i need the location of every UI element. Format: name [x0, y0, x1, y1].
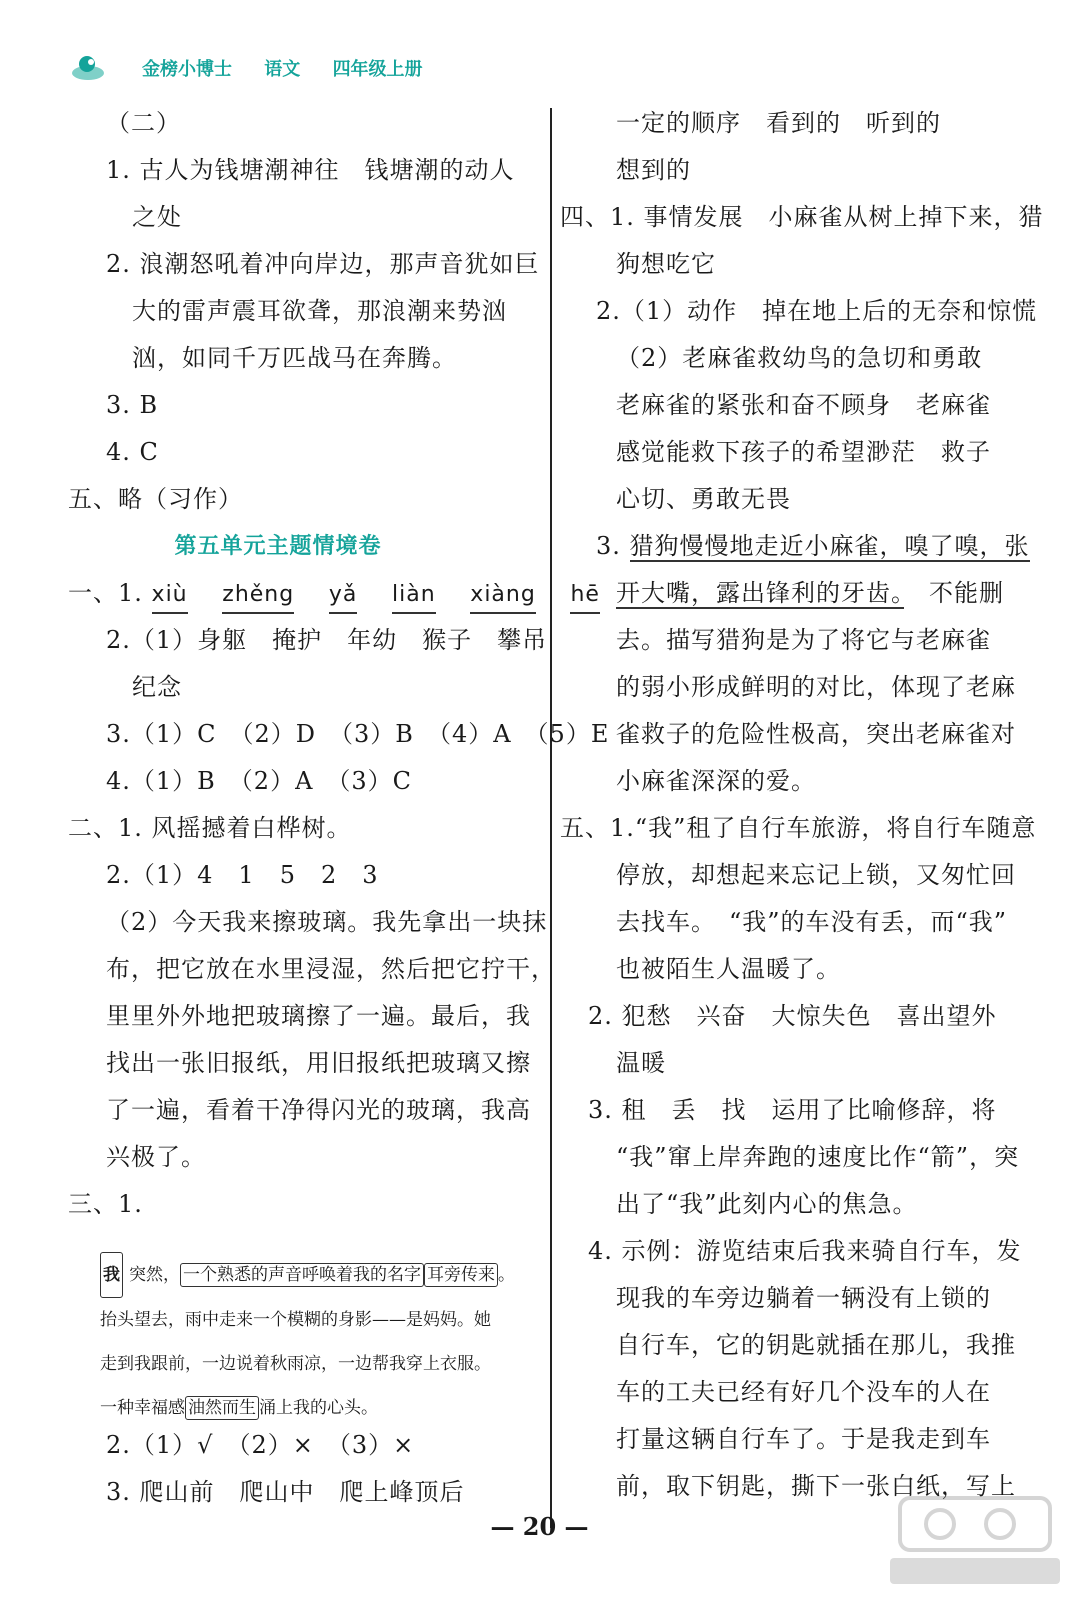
underlined-answer: 开大嘴，露出锋利的牙齿。: [616, 579, 904, 607]
answer-line: 停放，却想起来忘记上锁，又匆忙回: [616, 861, 1016, 889]
pinyin-answer: xiù: [152, 578, 188, 614]
grade-name: 四年级上册: [332, 59, 423, 80]
excerpt-line: 走到我跟前，一边说着秋雨凉，一边帮我穿上衣服。: [100, 1354, 491, 1374]
pinyin-answer: zhěng: [222, 578, 294, 614]
answer-line: 2.（1）4 1 5 2 3: [106, 861, 379, 889]
brand-name: 金榜小博士: [142, 59, 232, 80]
header-text: [142, 55, 449, 81]
answer-line: 3. 爬山前 爬山中 爬上峰顶后: [106, 1478, 465, 1506]
boxed-phrase: 油然而生: [185, 1396, 259, 1420]
answer-line: 小麻雀深深的爱。: [616, 767, 816, 795]
question-number: 3.: [596, 532, 630, 560]
answer-line: 2. 犯愁 兴奋 大惊失色 喜出望外: [588, 1002, 997, 1030]
answer-line: 打量这辆自行车了。于是我走到车: [616, 1425, 991, 1453]
answer-line: 里里外外地把玻璃擦了一遍。最后，我: [106, 1002, 531, 1030]
answer-line: 2.（1）身躯 掩护 年幼 猴子 攀吊: [106, 626, 548, 654]
pinyin-answer: yǎ: [329, 578, 358, 614]
answer-line: 之处: [132, 203, 182, 231]
boxed-phrase: 耳旁传来: [424, 1263, 498, 1287]
answer-line: 二、1. 风摇撼着白桦树。: [68, 814, 352, 842]
pinyin-answer: liàn: [392, 578, 436, 614]
left-column-bottom: [68, 1422, 538, 1516]
answer-line: 心切、勇敢无畏: [616, 485, 791, 513]
answer-line: 五、1.“我”租了自行车旅游，将自行车随意: [560, 814, 1037, 842]
answer-line: 自行车，它的钥匙就插在那儿，我推: [616, 1331, 1016, 1359]
answer-line: [560, 523, 1030, 570]
answer-line: 2.（1）√ （2）× （3）×: [106, 1431, 415, 1459]
excerpt-line: [100, 1252, 520, 1298]
answer-line: 去找车。 “我”的车没有丢，而“我”: [616, 908, 1008, 936]
answer-line: 四、1. 事情发展 小麻雀从树上掉下来，猎: [560, 203, 1044, 231]
answer-line: 汹，如同千万匹战马在奔腾。: [132, 344, 457, 372]
pinyin-answer: hē: [570, 578, 599, 614]
answer-line: 3. B: [106, 391, 159, 419]
right-column: [560, 100, 1044, 1510]
answer-line: 布，把它放在水里浸湿，然后把它拧干，: [106, 955, 556, 983]
pinyin-answer: xiàng: [470, 578, 536, 614]
answer-line: 也被陌生人温暖了。: [616, 955, 841, 983]
answer-line: [560, 570, 1030, 617]
excerpt-text: 。: [498, 1265, 515, 1285]
excerpt-line: 抬头望去，雨中走来一个模糊的身影——是妈妈。她: [100, 1310, 491, 1330]
unit-title: 第五单元主题情境卷: [174, 534, 382, 559]
question-number: 一、1.: [68, 579, 143, 607]
book-logo-icon: [70, 53, 106, 83]
answer-line: 4. C: [106, 438, 159, 466]
answer-line: （2）老麻雀救幼鸟的急切和勇敢: [616, 344, 983, 372]
answer-line: 找出一张旧报纸，用旧报纸把玻璃又擦: [106, 1049, 531, 1077]
answer-line: 五、略（习作）: [68, 485, 243, 513]
moved-phrase: 一个熟悉的声音呼唤着我的名字: [180, 1263, 424, 1287]
pinyin-line: [68, 570, 600, 617]
answer-line: 雀救子的危险性极高，突出老麻雀对: [616, 720, 1016, 748]
answer-line: 大的雷声震耳欲聋，那浪潮来势汹: [132, 297, 507, 325]
excerpt-text: 涌上我的心头。: [259, 1398, 378, 1418]
answer-line: （二）: [106, 109, 181, 137]
excerpt-text: 一种幸福感: [100, 1398, 185, 1418]
answer-line: 想到的: [616, 156, 691, 184]
watermark-logo-icon: [880, 1490, 1070, 1590]
answer-line: 一定的顺序 看到的 听到的: [616, 109, 941, 137]
answer-line: 现我的车旁边躺着一辆没有上锁的: [616, 1284, 991, 1312]
answer-line: 兴极了。: [106, 1143, 206, 1171]
answer-line: 感觉能救下孩子的希望渺茫 救子: [616, 438, 991, 466]
answer-line: 3.（1）C （2）D （3）B （4）A （5）E: [106, 720, 610, 748]
answer-line: 纪念: [132, 673, 182, 701]
answer-line: 4.（1）B （2）A （3）C: [106, 767, 413, 795]
answer-line: 4. 示例：游览结束后我来骑自行车，发: [588, 1237, 1022, 1265]
answer-line: 前，取下钥匙，撕下一张白纸，写上: [616, 1472, 1016, 1500]
answer-line: 车的工夫已经有好几个没车的人在: [616, 1378, 991, 1406]
answer-line: 出了“我”此刻内心的焦急。: [616, 1190, 918, 1218]
me-marker-icon: 我: [100, 1252, 123, 1298]
answer-line: 3. 租 丢 找 运用了比喻修辞，将: [588, 1096, 997, 1124]
page-number: — 20 —: [490, 1512, 589, 1541]
answer-line: 去。描写猎狗是为了将它与老麻雀: [616, 626, 991, 654]
answer-line: （2）今天我来擦玻璃。我先拿出一块抹: [106, 908, 548, 936]
answer-line: 温暖: [616, 1049, 666, 1077]
answer-line: 老麻雀的紧张和奋不顾身 老麻雀: [616, 391, 991, 419]
underlined-answer: 猎狗慢慢地走近小麻雀，嗅了嗅，张: [629, 532, 1030, 560]
answer-line: 2. 浪潮怒吼着冲向岸边，那声音犹如巨: [106, 250, 540, 278]
column-divider: [550, 108, 552, 1528]
answer-line: 2.（1）动作 掉在地上后的无奈和惊慌: [596, 297, 1038, 325]
answer-line: 的弱小形成鲜明的对比，体现了老麻: [616, 673, 1016, 701]
excerpt-text: 突然，: [129, 1265, 180, 1285]
page-header: [70, 48, 449, 88]
left-column: [68, 100, 610, 1228]
subject-name: 语文: [264, 59, 301, 80]
answer-line: 狗想吃它: [616, 250, 716, 278]
answer-text: 不能删: [904, 579, 1004, 607]
answer-line: 了一遍，看着干净得闪光的玻璃，我高: [106, 1096, 531, 1124]
answer-line: 1. 古人为钱塘潮神往 钱塘潮的动人: [106, 156, 515, 184]
answer-line: “我”窜上岸奔跑的速度比作“箭”，突: [616, 1143, 1020, 1171]
answer-line: 三、1.: [68, 1190, 143, 1218]
annotated-excerpt: [100, 1252, 520, 1430]
